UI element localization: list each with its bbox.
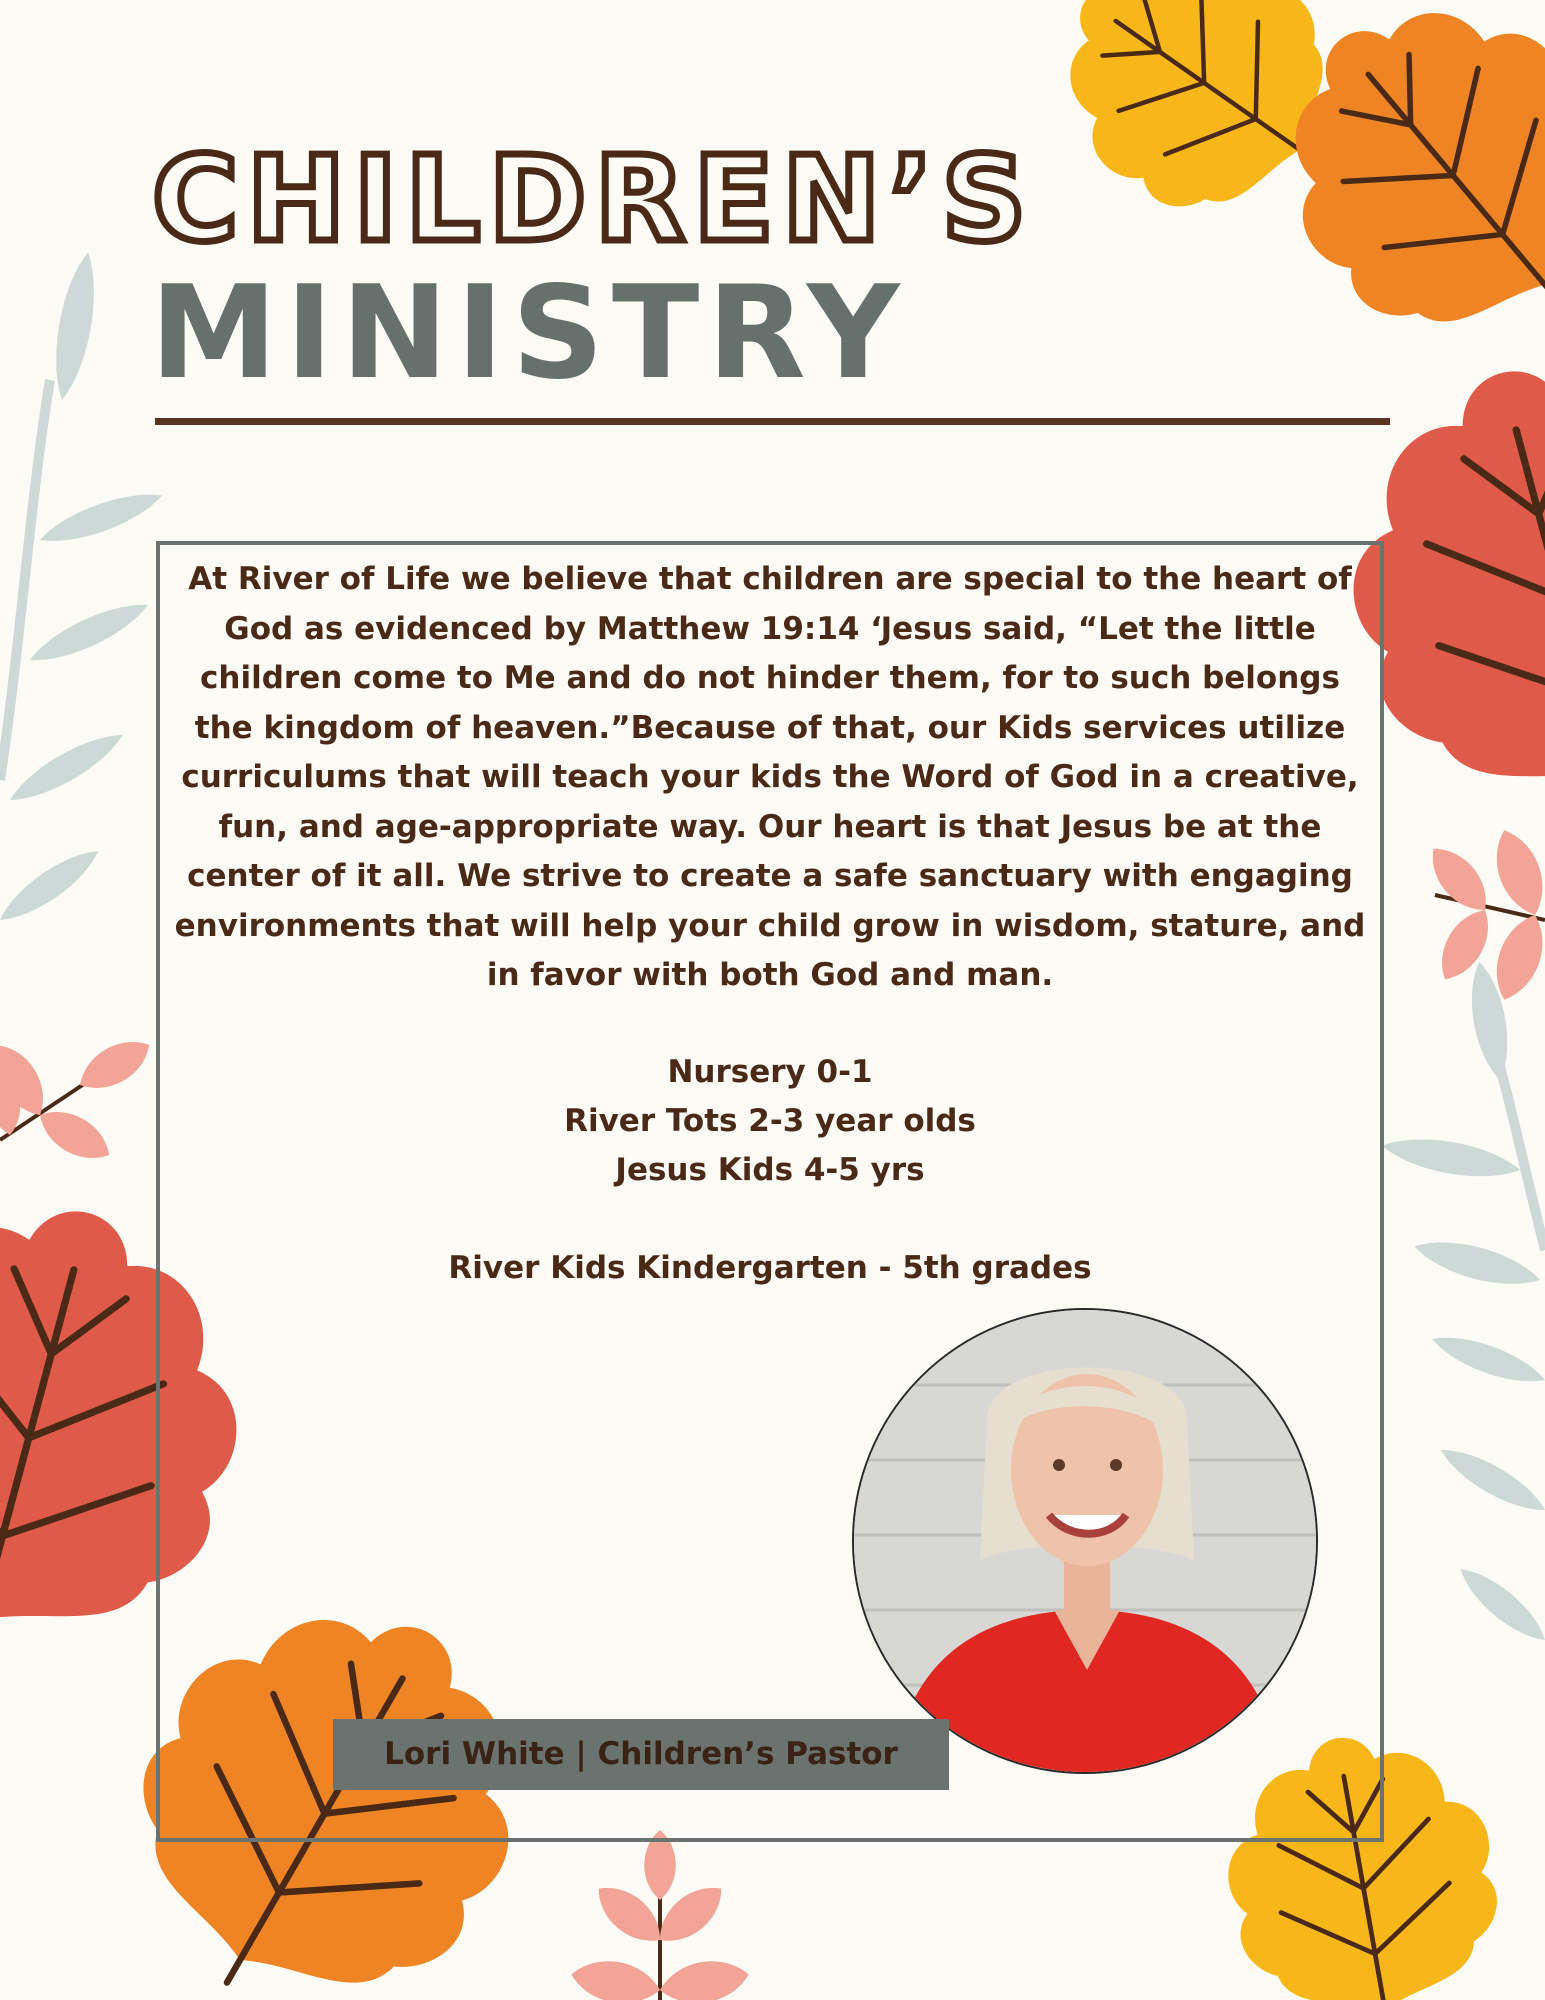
spacer — [172, 1195, 1368, 1244]
program-item: River Tots 2-3 year olds — [564, 1103, 976, 1139]
title-divider — [155, 418, 1390, 425]
program-item-extra: River Kids Kindergarten - 5th grades — [448, 1250, 1092, 1286]
sprig-leaf-icon — [0, 1029, 158, 1170]
title-line1: CHILDREN’S — [152, 130, 1035, 268]
sprig-leaf-icon — [568, 1830, 752, 2000]
program-item: Jesus Kids 4-5 yrs — [615, 1152, 925, 1188]
program-item: Nursery 0-1 — [667, 1054, 873, 1090]
program-list — [172, 1048, 1368, 1293]
fern-leaf-icon — [1379, 959, 1545, 1650]
pastor-caption-bar — [333, 1719, 949, 1790]
title-line2: MINISTRY — [150, 259, 908, 408]
fern-leaf-icon — [0, 250, 167, 932]
intro-paragraph: At River of Life we believe that children are special to the heart of God as evidenced by Matthew 19:14 ‘Jesus said, “Let the little children come to Me and do not hinder them, for to such belongs the kingdom of heaven.”Because of that, our Kids services utilize curriculums that will teach your kids the Word of God in a creative, fun, and age-appropriate way. Our heart is that Jesus be at the center of it all. We strive to create a safe sanctuary with engaging environments that will help your child grow in wisdom, stature, and in favor with both God and man. — [174, 561, 1366, 993]
pastor-photo — [852, 1308, 1318, 1774]
pastor-caption: Lori White | Children’s Pastor — [384, 1736, 898, 1772]
